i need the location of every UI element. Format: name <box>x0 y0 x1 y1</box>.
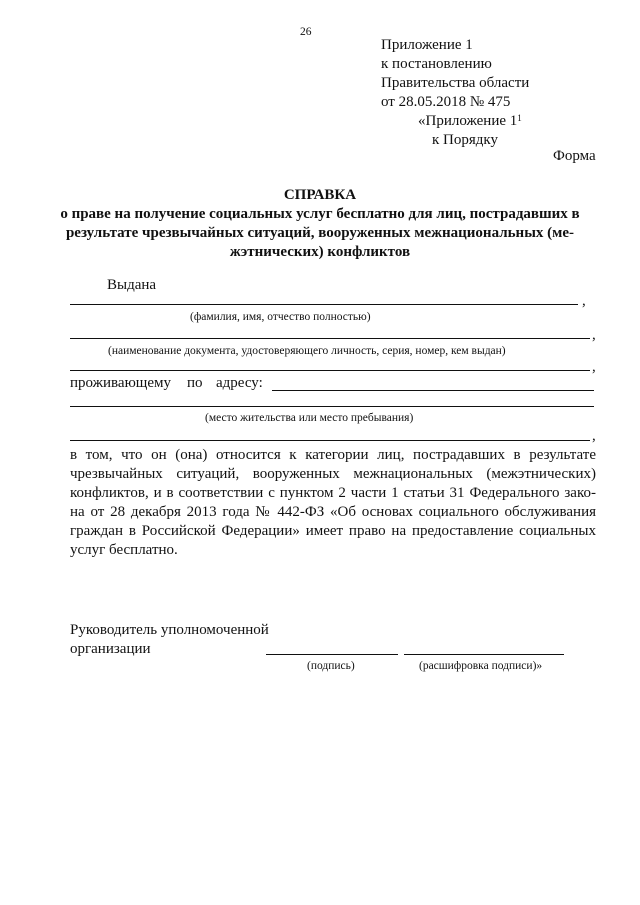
caption-signature-decode: (расшифровка подписи)» <box>419 660 543 672</box>
annex-title: «Приложение $1^1$ <box>418 113 522 129</box>
address-field-line[interactable] <box>272 390 594 391</box>
body-line-1: в том, что он (она) относится к категории лиц, пострадавших в результате <box>70 447 596 463</box>
document-title: СПРАВКА <box>283 187 357 203</box>
address-word-2: по <box>187 375 203 391</box>
body-line-2: чрезвычайных ситуаций, вооруженных межнациональных (межэтнических) <box>70 466 596 482</box>
signature-role-line-2: организации <box>70 641 151 657</box>
document-subtitle-3: жэтнических) конфликтов <box>229 244 411 260</box>
header-line-2: к постановлению <box>381 56 492 72</box>
residence-field-comma: , <box>592 428 596 444</box>
name-field-line[interactable] <box>70 304 578 305</box>
signature-decode-field-line[interactable] <box>404 654 564 655</box>
issued-label: Выдана <box>107 277 157 293</box>
document-field-comma-2: , <box>592 359 596 375</box>
body-line-3: конфликтов, и в соответствии с пунктом 2 части 1 статьи 31 Федерального зако- <box>70 485 596 501</box>
document-field-line[interactable] <box>70 338 590 339</box>
residence-field-line[interactable] <box>70 406 594 407</box>
document-subtitle-1: о праве на получение социальных услуг бесплатно для лиц, пострадавших в <box>60 206 580 222</box>
body-line-6: услуг бесплатно. <box>70 542 178 558</box>
header-line-1: Приложение 1 <box>381 37 473 53</box>
caption-identity-document: (наименование документа, удостоверяющего личность, серия, номер, кем выдан) <box>108 345 506 357</box>
body-line-5: граждан в Российской Федерации» имеет право на предоставление социальных <box>70 523 596 539</box>
annex-superscript: 1 <box>517 113 522 123</box>
address-word-3: адресу: <box>216 375 263 391</box>
caption-full-name: (фамилия, имя, отчество полностью) <box>190 311 371 323</box>
name-field-comma: , <box>582 293 586 309</box>
document-field-comma: , <box>592 327 596 343</box>
annex-line-2: к Порядку <box>432 132 498 148</box>
document-subtitle-2: результате чрезвычайных ситуаций, вооруженных межнациональных (ме- <box>65 225 575 241</box>
header-line-3: Правительства области <box>381 75 530 91</box>
header-line-4: от 28.05.2018 № 475 <box>381 94 511 110</box>
document-field-line-2[interactable] <box>70 370 590 371</box>
body-line-4: на от 28 декабря 2013 года № 442-ФЗ «Об основах социального обслуживания <box>70 504 596 520</box>
caption-signature: (подпись) <box>307 660 355 672</box>
caption-residence: (место жительства или место пребывания) <box>205 412 414 424</box>
form-label: Форма <box>553 148 596 164</box>
residence-field-line-2[interactable] <box>70 440 590 441</box>
signature-field-line[interactable] <box>266 654 398 655</box>
address-word-1: проживающему <box>70 375 171 391</box>
signature-role-line-1: Руководитель уполномоченной <box>70 622 269 638</box>
page-number: 26 <box>300 26 312 38</box>
